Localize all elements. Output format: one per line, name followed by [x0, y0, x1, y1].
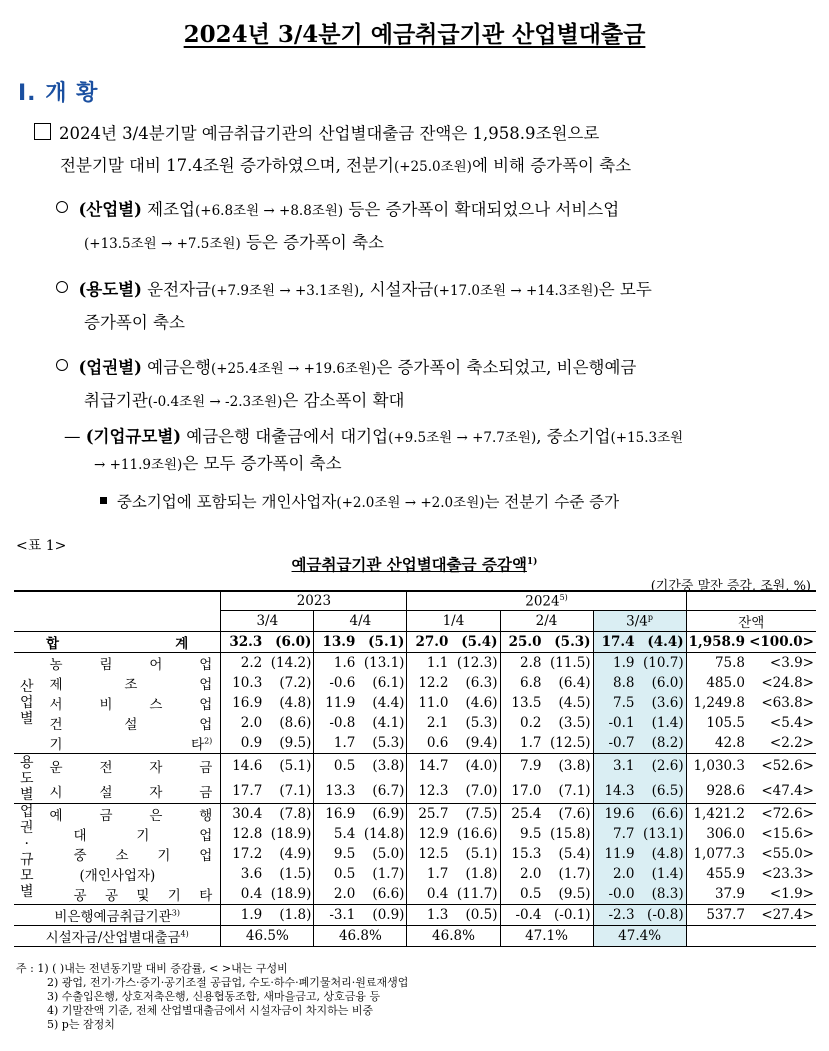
table-row: [14, 754, 816, 779]
cell-value: 11.0: [407, 693, 450, 713]
cell-share: <63.8>: [761, 695, 814, 711]
cell-rate: (12.3): [456, 655, 498, 671]
circle-bullet-icon: [56, 359, 68, 371]
summary-paragraph: 2024년 3/4분기말 예금취급기관의 산업별대출금 잔액은 1,958.9조원으로 전분기말 대비 17.4조원 증가하였으며, 전분기(+25.0조원)에 비해 증가폭이 축소: [34, 118, 631, 183]
cell-value: 0.2: [500, 713, 543, 733]
cell-value: -2.3: [593, 905, 636, 926]
cell-share: <47.4>: [747, 779, 816, 804]
cell-rate: (8.3): [637, 884, 687, 905]
cell-rate: (1.4): [637, 713, 687, 733]
cell-rate: (1.8): [465, 866, 498, 882]
cell-value: 27.0: [407, 632, 450, 653]
cell-rate: (7.0): [450, 779, 500, 804]
cell-value: 1.9: [221, 905, 264, 926]
cell-rate: (4.6): [465, 695, 498, 711]
cell-rate: (4.0): [465, 758, 498, 775]
cell-value: 1.6: [314, 653, 357, 674]
cell-rate: (5.0): [372, 846, 405, 862]
bullet-sector: (업권별) 예금은행(+25.4조원 → +19.6조원)은 증가폭이 축소되었고, 비은행예금 취급기관(-0.4조원 → -2.3조원)은 감소폭이 확대: [56, 352, 636, 418]
cell-rate: (7.6): [558, 806, 591, 822]
cell-balance: 928.6: [686, 779, 747, 804]
cell-value: 0.4: [407, 884, 450, 905]
cell-rate: (5.3): [543, 632, 593, 653]
cell-balance: 485.0: [686, 673, 747, 693]
row-label: 예 금 은 행: [49, 808, 213, 824]
cell-value: 2.0: [500, 864, 543, 884]
dash-company-size: — (기업규모별) 예금은행 대출금에서 대기업(+9.5조원 → +7.7조원), 중소기업(+15.3조원 → +11.9조원)은 모두 증가폭이 축소: [64, 427, 684, 473]
cell-rate: (4.8): [637, 844, 687, 864]
cell-value: 19.6: [593, 804, 636, 825]
cell-value: 10.3: [221, 673, 264, 693]
cell-value: 0.6: [407, 733, 450, 754]
row-label: 제 조 업: [49, 677, 213, 693]
cell-rate: (6.5): [637, 779, 687, 804]
square-bullet-icon: [34, 123, 51, 140]
cell-rate: (7.2): [279, 675, 312, 691]
cell-value: 0.5: [314, 754, 357, 779]
cell-balance: 455.9: [686, 864, 747, 884]
cell-value: 2.2: [221, 653, 264, 674]
cell-value: 3.6: [221, 864, 264, 884]
cell-rate: (6.4): [558, 675, 591, 691]
cell-value: 0.5: [500, 884, 543, 905]
cell-share: <52.6>: [761, 758, 814, 775]
cell-value: 0.5: [314, 864, 357, 884]
cell-rate: (8.6): [279, 715, 312, 731]
cell-value: 11.9: [314, 693, 357, 713]
cell-rate: (4.1): [372, 715, 405, 731]
cell-value: 17.7: [221, 779, 264, 804]
cell-rate: (7.8): [279, 806, 312, 822]
cell-rate: (0.9): [357, 905, 407, 926]
loan-table: [14, 590, 816, 947]
row-label: (개인사업자): [79, 868, 156, 884]
cell-rate: (14.8): [363, 826, 405, 842]
cell-ratio: 46.8%: [314, 926, 407, 947]
cell-rate: (6.3): [465, 675, 498, 691]
table-row-total: 합 계 32.3 (6.0) 13.9 (5.1) 27.0 (5.4) 25.0 (5.3) 17.4 (4.4) 1,958.9 <100.0>: [14, 632, 816, 653]
cell-rate: (11.5): [549, 655, 591, 671]
cell-value: 12.3: [407, 779, 450, 804]
cell-rate: (6.6): [637, 804, 687, 825]
cell-rate: (10.7): [637, 653, 687, 674]
cell-share: <55.0>: [761, 846, 814, 862]
cell-share: <3.9>: [769, 655, 814, 671]
cell-share: <24.8>: [761, 675, 814, 691]
cell-value: 5.4: [314, 824, 357, 844]
cell-balance: 1,421.2: [686, 804, 747, 825]
cell-value: 3.1: [593, 754, 636, 779]
cell-rate: (5.1): [279, 758, 312, 775]
cell-rate: (6.7): [357, 779, 407, 804]
cell-share: <15.6>: [761, 826, 814, 842]
table-row: [14, 824, 816, 844]
cell-value: 7.9: [500, 754, 543, 779]
cell-value: 30.4: [221, 804, 264, 825]
cell-value: -0.4: [500, 905, 543, 926]
circle-bullet-icon: [56, 281, 68, 293]
year-2023: 2023: [221, 591, 407, 611]
cell-ratio: 47.4%: [593, 926, 686, 947]
cell-value: -0.6: [314, 673, 357, 693]
cell-value: 8.8: [593, 673, 636, 693]
cell-rate: (9.5): [264, 733, 314, 754]
cell-value: 1.3: [407, 905, 450, 926]
cell-value: 12.5: [407, 844, 450, 864]
table-row-facility: [14, 926, 816, 947]
table-row: [14, 884, 816, 905]
cell-value: 14.3: [593, 779, 636, 804]
cell-rate: (15.8): [549, 826, 591, 842]
cell-value: 25.0: [500, 632, 543, 653]
cell-value: 17.0: [500, 779, 543, 804]
cell-rate: (4.8): [279, 695, 312, 711]
cell-value: 2.0: [314, 884, 357, 905]
group-label: 업권·규모별: [14, 804, 40, 905]
cell-rate: (7.1): [543, 779, 593, 804]
cell-value: 2.0: [593, 864, 636, 884]
cell-balance: 1,077.3: [686, 844, 747, 864]
cell-rate: (3.8): [558, 758, 591, 775]
table-row: [14, 779, 816, 804]
cell-rate: (4.4): [372, 695, 405, 711]
cell-value: 0.9: [221, 733, 264, 754]
cell-balance: 37.9: [686, 884, 747, 905]
cell-rate: (3.8): [372, 758, 405, 775]
cell-rate: (6.9): [372, 806, 405, 822]
row-label: 대 기 업: [73, 828, 213, 844]
row-label: 중 소 기 업: [73, 848, 213, 864]
cell-value: -0.7: [593, 733, 636, 754]
cell-value: 7.7: [593, 824, 636, 844]
cell-value: -3.1: [314, 905, 357, 926]
row-label: 공 공 및 기 타: [40, 884, 221, 905]
table-unit: (기간중 말잔 증감, 조원, %): [650, 579, 811, 594]
year-2024: 2024$^{5)}$: [407, 591, 686, 611]
cell-rate: (5.1): [465, 846, 498, 862]
cell-value: 2.8: [500, 653, 543, 674]
header-row-quarters: 3/4 4/4 1/4 2/4 3/4$^p$ 잔액: [14, 611, 816, 632]
circle-bullet-icon: [56, 201, 68, 213]
cell-balance: 42.8: [686, 733, 747, 754]
header-row-years: [14, 591, 816, 611]
cell-rate: (8.2): [637, 733, 687, 754]
cell-rate: (1.7): [372, 866, 405, 882]
row-label: 건 설 업: [49, 717, 213, 733]
cell-rate: (12.5): [543, 733, 593, 754]
cell-rate: (4.4): [637, 632, 687, 653]
cell-value: 6.8: [500, 673, 543, 693]
row-label: 기 타$^{2)}$: [40, 733, 221, 754]
cell-value: 1.7: [500, 733, 543, 754]
cell-value: 32.3: [221, 632, 264, 653]
cell-value: 14.7: [407, 754, 450, 779]
cell-value: 12.9: [407, 824, 450, 844]
cell-rate: (5.3): [465, 715, 498, 731]
cell-rate: (2.6): [637, 754, 687, 779]
cell-value: 25.4: [500, 804, 543, 825]
cell-balance: 1,958.9: [686, 632, 747, 653]
cell-balance: 1,030.3: [686, 754, 747, 779]
cell-rate: (6.0): [264, 632, 314, 653]
cell-rate: (9.4): [450, 733, 500, 754]
cell-ratio: 47.1%: [500, 926, 593, 947]
table-row: [14, 844, 816, 864]
cell-value: 0.4: [221, 884, 264, 905]
cell-share: <2.2>: [747, 733, 816, 754]
cell-value: 11.9: [593, 844, 636, 864]
table-row: [14, 693, 816, 713]
cell-value: 12.2: [407, 673, 450, 693]
cell-value: 17.4: [593, 632, 636, 653]
cell-rate: (1.4): [637, 864, 687, 884]
cell-value: 17.2: [221, 844, 264, 864]
cell-rate: (1.5): [279, 866, 312, 882]
cell-value: 1.9: [593, 653, 636, 674]
cell-rate: (6.0): [637, 673, 687, 693]
cell-value: 12.8: [221, 824, 264, 844]
cell-rate: (4.9): [279, 846, 312, 862]
cell-value: 16.9: [314, 804, 357, 825]
cell-rate: (1.8): [264, 905, 314, 926]
table-row-nonbank: [14, 905, 816, 926]
cell-rate: (4.5): [558, 695, 591, 711]
row-label: 시설자금/산업별대출금$^{4)}$: [14, 926, 221, 947]
cell-rate: (-0.1): [543, 905, 593, 926]
table-row: [14, 653, 816, 674]
cell-value: 25.7: [407, 804, 450, 825]
cell-rate: (6.6): [357, 884, 407, 905]
cell-rate: (5.1): [357, 632, 407, 653]
cell-share: <100.0>: [747, 632, 816, 653]
cell-share: <5.4>: [769, 715, 814, 731]
cell-rate: (5.3): [357, 733, 407, 754]
footnotes: 주 : 1) ( )내는 전년동기말 대비 증감률, < >내는 구성비 2) 광업, 전기·가스·증기·공기조절 공급업, 수도·하수·폐기물처리·원료재생업 3) 수출입은행, 상호저축은행, 신용협동조합, 새마을금고, 상호금융 등 4) 기말잔액 기준, 전체 산업별대출금에서 시설자금이 차지하는 비중 5) p는 잠정치: [16, 962, 409, 1031]
cell-rate: (-0.8): [637, 905, 687, 926]
cell-balance: 1,249.8: [686, 693, 747, 713]
cell-rate: (14.2): [270, 655, 312, 671]
cell-rate: (5.4): [558, 846, 591, 862]
cell-share: <27.4>: [747, 905, 816, 926]
row-label: 농 림 어 업: [49, 657, 213, 673]
cell-balance: 105.5: [686, 713, 747, 733]
cell-ratio: 46.8%: [407, 926, 500, 947]
table-row: [14, 673, 816, 693]
bullet-use: (용도별) 운전자금(+7.9조원 → +3.1조원), 시설자금(+17.0조원 → +14.3조원)은 모두 증가폭이 축소: [56, 274, 652, 339]
cell-rate: (16.6): [456, 826, 498, 842]
cell-rate: (13.1): [637, 824, 687, 844]
cell-value: 2.0: [221, 713, 264, 733]
table-row: [14, 713, 816, 733]
cell-rate: (1.7): [558, 866, 591, 882]
group-label: 용도별: [14, 754, 40, 804]
table-title: 예금취급기관 산업별대출금 증감액$^{1)}$: [291, 555, 538, 574]
cell-share: <23.3>: [761, 866, 814, 882]
table-row: [14, 864, 816, 884]
cell-value: 16.9: [221, 693, 264, 713]
cell-rate: (9.5): [543, 884, 593, 905]
table-caption: <표 1>: [16, 538, 67, 554]
cell-value: 15.3: [500, 844, 543, 864]
bullet-industry: (산업별) 제조업(+6.8조원 → +8.8조원) 등은 증가폭이 확대되었으나 서비스업 (+13.5조원 → +7.5조원) 등은 증가폭이 축소: [56, 194, 619, 260]
cell-value: 1.1: [407, 653, 450, 674]
table-row: [14, 804, 816, 825]
cell-share: <1.9>: [747, 884, 816, 905]
section-heading: Ⅰ. 개 황: [18, 81, 99, 106]
cell-value: 14.6: [221, 754, 264, 779]
group-label: 산업별: [14, 653, 40, 754]
cell-value: 1.7: [314, 733, 357, 754]
cell-value: 2.1: [407, 713, 450, 733]
cell-rate: (3.6): [637, 693, 687, 713]
cell-ratio: 46.5%: [221, 926, 314, 947]
row-label: 비은행예금취급기관$^{3)}$: [14, 905, 221, 926]
cell-rate: (5.4): [450, 632, 500, 653]
cell-balance: 306.0: [686, 824, 747, 844]
cell-rate: (18.9): [264, 884, 314, 905]
page-title: 2024년 3/4분기 예금취급기관 산업별대출금: [183, 21, 646, 48]
row-label: 운 전 자 금: [49, 760, 213, 777]
cell-rate: (7.5): [465, 806, 498, 822]
cell-rate: (6.1): [372, 675, 405, 691]
table-row: [14, 733, 816, 754]
cell-rate: (3.5): [558, 715, 591, 731]
cell-value: 13.3: [314, 779, 357, 804]
cell-value: -0.0: [593, 884, 636, 905]
row-label: 서 비 스 업: [49, 697, 213, 713]
cell-value: 13.9: [314, 632, 357, 653]
cell-rate: (18.9): [270, 826, 312, 842]
cell-value: 13.5: [500, 693, 543, 713]
cell-balance: 75.8: [686, 653, 747, 674]
cell-balance: 537.7: [686, 905, 747, 926]
cell-rate: (7.1): [264, 779, 314, 804]
cell-value: 9.5: [500, 824, 543, 844]
square-note: 중소기업에 포함되는 개인사업자(+2.0조원 → +2.0조원)는 전분기 수준 증가: [100, 486, 619, 519]
row-label: 시 설 자 금: [40, 779, 221, 804]
cell-value: -0.8: [314, 713, 357, 733]
cell-rate: (0.5): [450, 905, 500, 926]
cell-value: -0.1: [593, 713, 636, 733]
cell-rate: (11.7): [450, 884, 500, 905]
cell-rate: (13.1): [363, 655, 405, 671]
cell-value: 1.7: [407, 864, 450, 884]
cell-value: 9.5: [314, 844, 357, 864]
square-bullet-icon: [100, 497, 107, 504]
cell-share: <72.6>: [761, 806, 814, 822]
cell-value: 7.5: [593, 693, 636, 713]
